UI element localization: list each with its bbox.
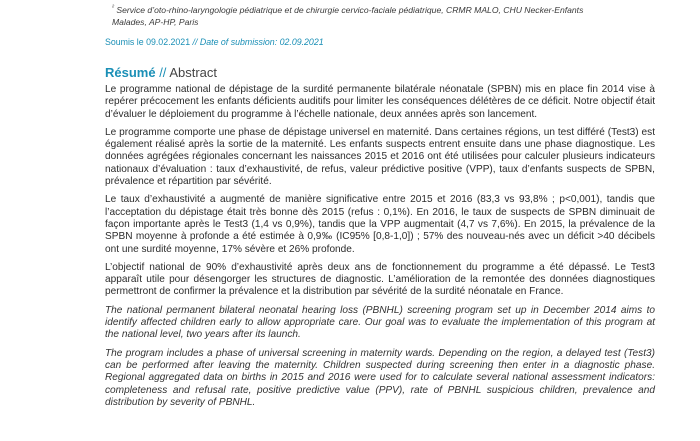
affiliation (112, 2, 672, 28)
resume-paragraph-2: Le programme comporte une phase de dépistage universel en maternité. Dans certaines régions, un test différé (Test3) est également réalisé après la sortie de la maternité. Les enfants suspects entrent ensuite dans une phase diagnostique. Les données agrégées régionales concernant les naissances 2015 et 2016 ont été utilisées pour calculer plusieurs indicateurs nationaux d’évaluation : taux d’exhaustivité, de refus, valeur prédictive positive (VPP), taux d’enfants suspects de SPBN, prévalence et répartition par sévérité. (105, 126, 655, 188)
heading-abstract: Abstract (169, 65, 217, 80)
abstract-paragraph-2: The program includes a phase of universal screening in maternity wards. Depending on the region, a delayed test (Test3) can be performed after leaving the maternity. Children suspected during screening then enter in a diagnostic phase. Regional aggregated data on births in 2015 and 2016 were used for to calculate several national assessment indicators: completeness and refusal rate, positive predictive value (PPV), rate of PBNHL suspicious children, prevalence and distribution by severity of PBNHL. (105, 347, 655, 408)
resume-paragraph-1: Le programme national de dépistage de la surdité permanente bilatérale néonatale (SPBN) mis en place fin 2014 vise à repérer précocement les enfants déficients auditifs pour limiter les conséquences délétères de ce déficit. Notre objectif était d’évaluer le déploiement du programme à l’échelle nationale, deux années après son lancement. (105, 84, 655, 120)
resume-paragraph-4: L’objectif national de 90% d’exhaustivité après deux ans de fonctionnement du programme a été dépassé. Le Test3 apparaît utile pour désengorger les structures de diagnostic. L’amélioration de la remontée des données diagnostiques permettront de confirmer la prévalence et la distribution par sévérité de la surdité néonatale en France. (105, 261, 655, 298)
abstract-body (105, 84, 655, 415)
resume-paragraph-3: Le taux d’exhaustivité a augmenté de manière significative entre 2015 et 2016 (83,3 vs 93,8% ; p<0,001), tandis que l’acceptation du dépistage était très bonne dès 2015 (refus : 0,1%). En 2016, le taux de suspects de SPBN diminuait de façon importante après le Test3 (1,4 vs 0,9%), tandis que la VPP augmentait (4,7 vs 7,6%). En 2015, la prévalence de la SPBN moyenne à profonde a été estimée à 0,9‰ (IC95% [0,8-1,0]) ; 57% des nouveau-nés avec un déficit >40 décibels ont une surdité moyenne, 17% sévère et 26% profonde. (105, 194, 655, 255)
abstract-heading (105, 65, 217, 80)
heading-resume: Résumé (105, 65, 156, 80)
affiliation-marker: ² (112, 5, 114, 11)
affiliation-line1: Service d’oto-rhino-laryngologie pédiatrique et de chirurgie cervico-faciale pédiatrique, CRMR MALO, CHU Necker-Enfants (116, 4, 584, 15)
abstract-paragraph-1: The national permanent bilateral neonatal hearing loss (PBNHL) screening program set up in December 2014 aims to identify affected children early to allow appropriate care. Our goal was to evaluate the implementation of this program at the national level, two years after its launch. (105, 304, 655, 341)
heading-separator: // (155, 65, 170, 80)
submission-separator: // (190, 37, 200, 47)
affiliation-line2: Malades, AP-HP, Paris (112, 16, 199, 27)
submission-date-en: Date of submission: 02.09.2021 (199, 37, 324, 47)
submission-date-fr: Soumis le 09.02.2021 (105, 37, 191, 47)
submission-dates (105, 37, 324, 47)
